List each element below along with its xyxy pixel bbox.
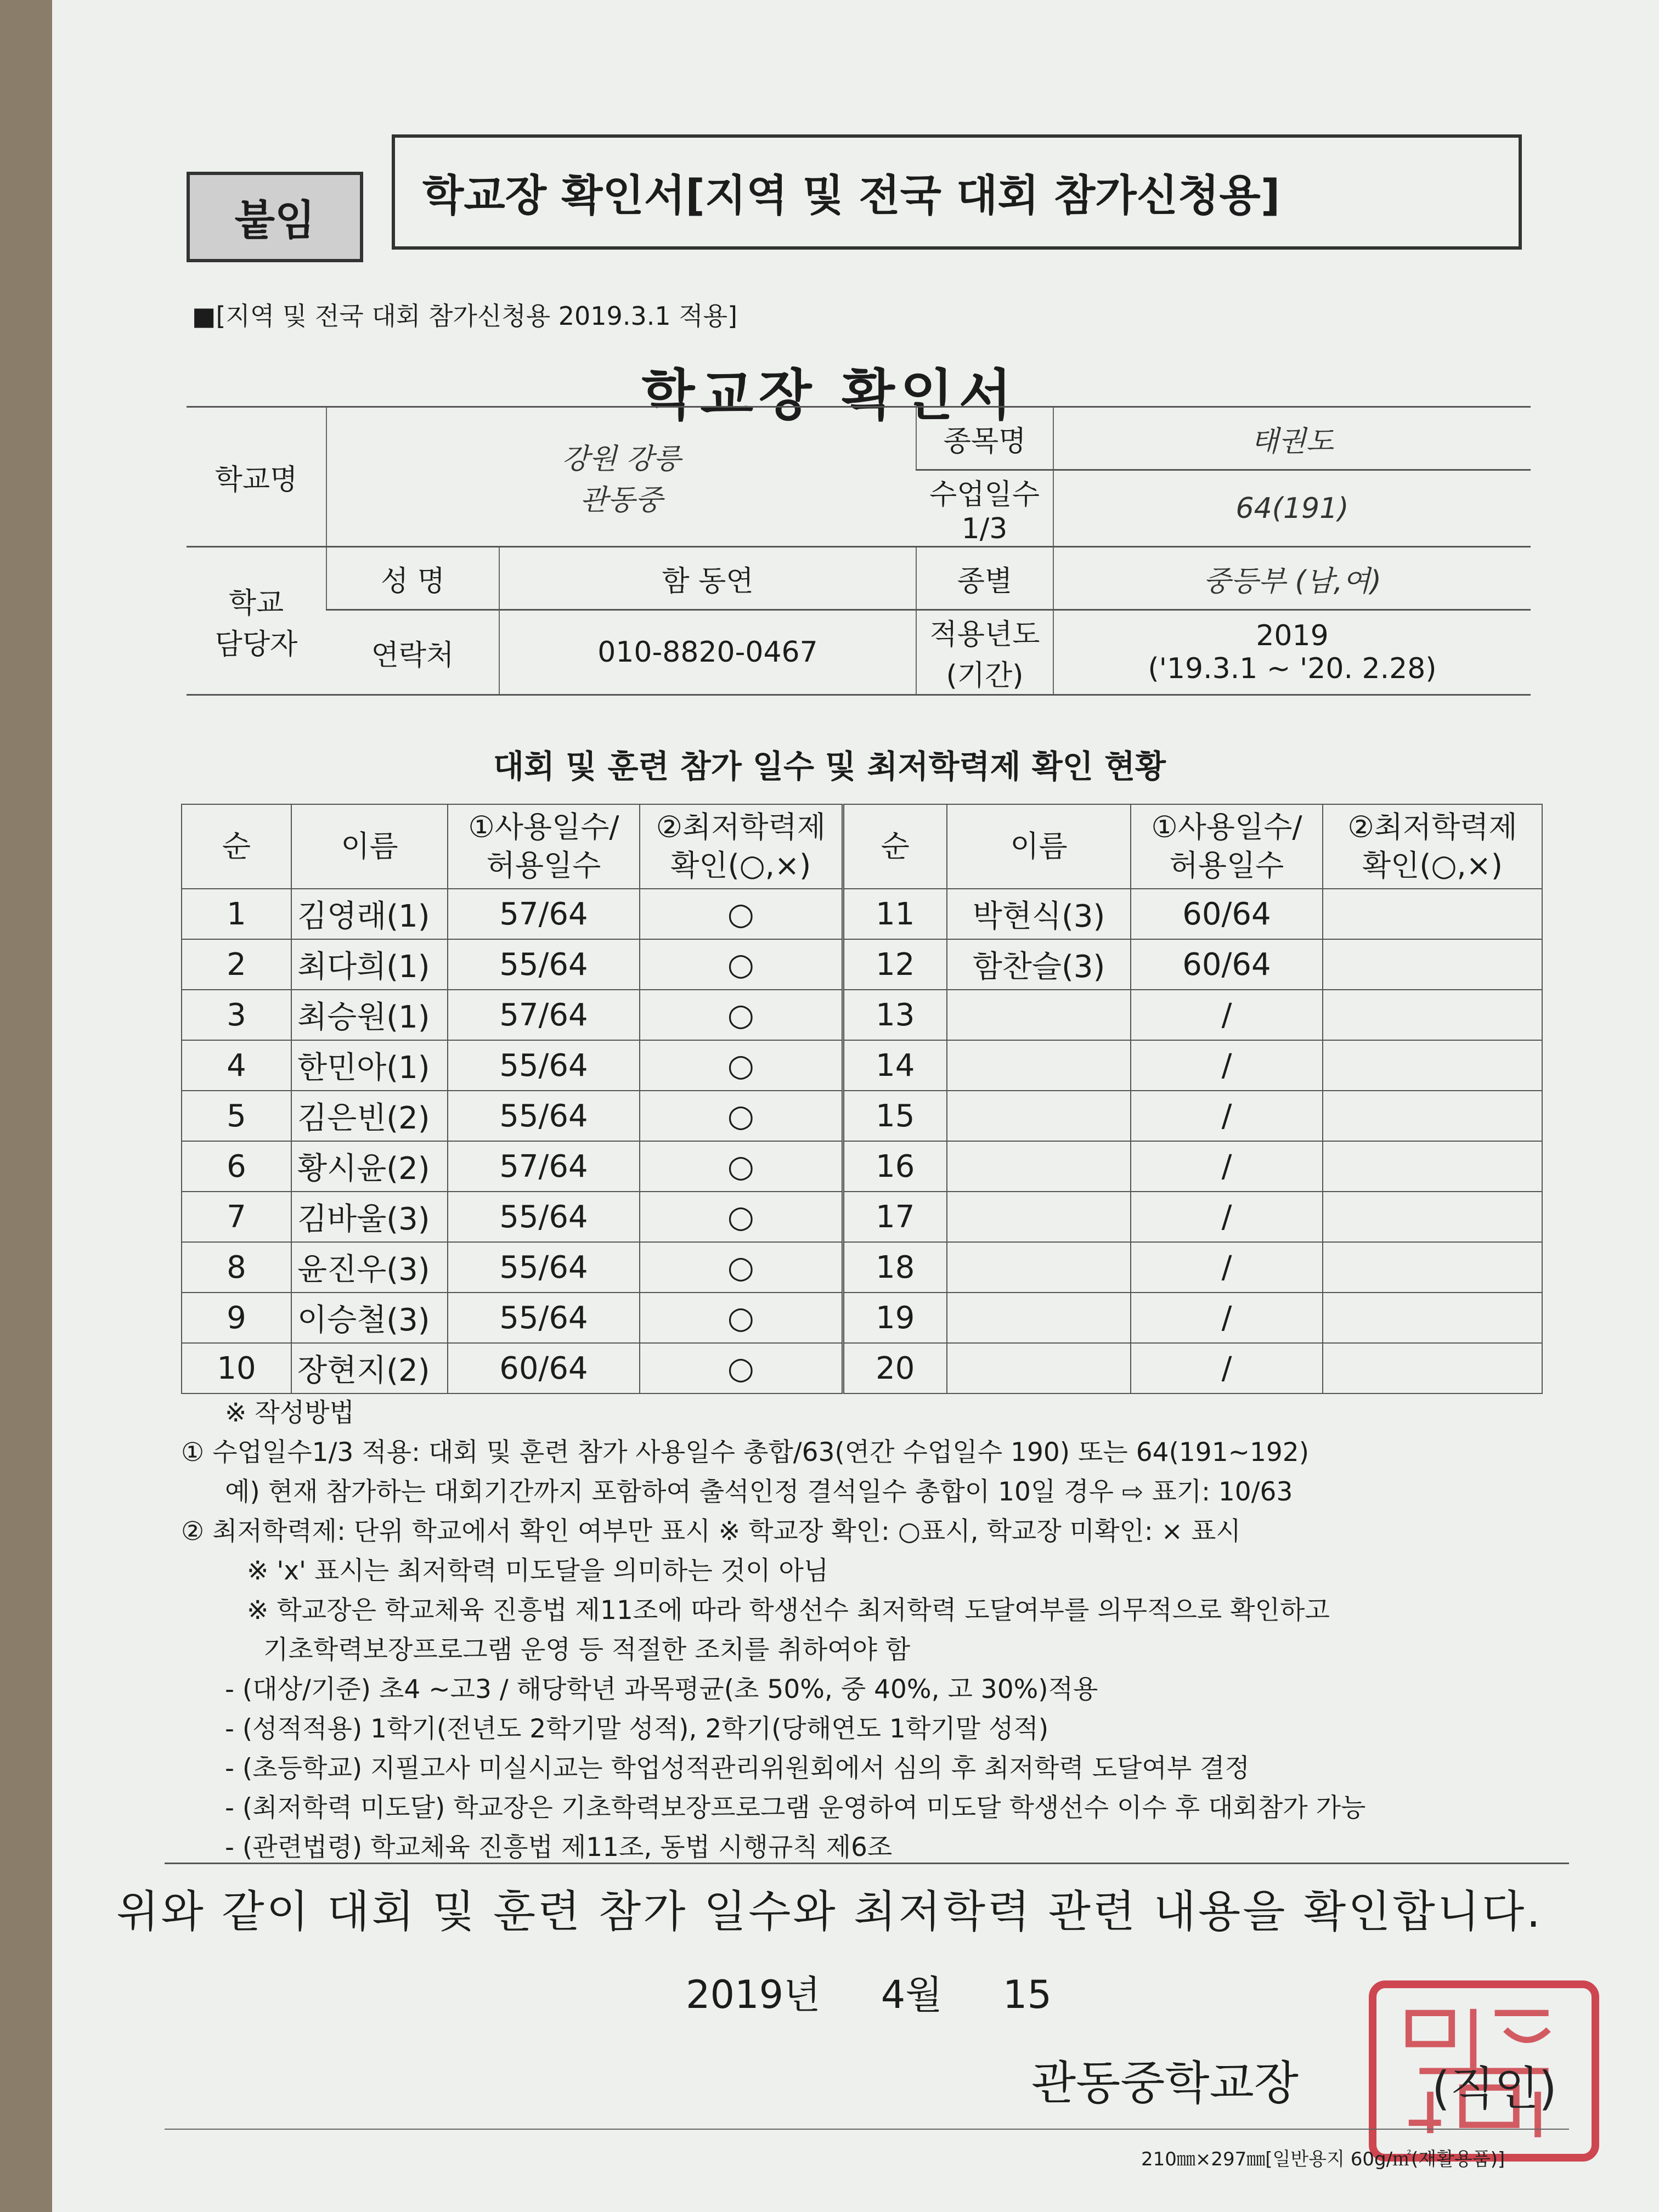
days-value: 64(191) [1053, 470, 1531, 547]
row-name: 이승철(3) [291, 1293, 448, 1343]
manager-label: 학교 담당자 [187, 547, 326, 695]
row-name: 김은빈(2) [291, 1091, 448, 1141]
header-no: 순 [843, 804, 947, 889]
method-line: 기초학력보장프로그램 운영 등 적절한 조치를 취하여야 함 [263, 1635, 911, 1665]
table-row [182, 990, 1542, 1040]
row-no: 4 [182, 1040, 291, 1091]
application-note: ■[지역 및 전국 대회 참가신청용 2019.3.1 적용] [192, 301, 738, 331]
row-check: ○ [640, 1343, 843, 1393]
method-line: ② 최저학력제: 단위 학교에서 확인 여부만 표시 ※ 학교장 확인: ○표시, 학교장 미확인: × 표시 [181, 1516, 1241, 1547]
row-check: ○ [640, 1242, 843, 1293]
row-name: 박현식(3) [947, 889, 1131, 939]
table-row [182, 1141, 1542, 1192]
row-name: 장현지(2) [291, 1343, 448, 1393]
row-no: 5 [182, 1091, 291, 1141]
method-line: ※ 'x' 표시는 최저학력 미도달을 의미하는 것이 아님 [247, 1556, 829, 1586]
row-check [1323, 889, 1542, 939]
row-check: ○ [640, 889, 843, 939]
section-title: 대회 및 훈련 참가 일수 및 최저학력제 확인 현황 [493, 748, 1166, 785]
row-days: / [1131, 1091, 1323, 1141]
writing-method [181, 1393, 1553, 1867]
row-no: 19 [843, 1293, 947, 1343]
table-row [182, 1192, 1542, 1242]
row-no: 11 [843, 889, 947, 939]
row-days: 57/64 [448, 990, 640, 1040]
row-name [947, 990, 1131, 1040]
method-line: - (성적적용) 1학기(전년도 2학기말 성적), 2학기(당해연도 1학기말 성적) [225, 1714, 1049, 1744]
days-label: 수업일수 1/3 [916, 470, 1053, 547]
row-no: 17 [843, 1192, 947, 1242]
header-name: 이름 [947, 804, 1131, 889]
row-name: 한민아(1) [291, 1040, 448, 1091]
method-line: ※ 학교장은 학교체육 진흥법 제11조에 따라 학생선수 최저학력 도달여부를 의무적으로 확인하고 [247, 1595, 1330, 1626]
row-name [947, 1293, 1131, 1343]
row-check: ○ [640, 1293, 843, 1343]
row-days: 60/64 [1131, 889, 1323, 939]
year-value: 2019 ('19.3.1 ~ '20. 2.28) [1053, 610, 1531, 695]
row-check [1323, 1192, 1542, 1242]
page-title: 학교장 확인서 [641, 363, 1018, 427]
paper-spec-footer: 210㎜×297㎜[일반용지 60g/㎡(재활용품)] [1141, 2148, 1505, 2170]
name-label: 성 명 [326, 547, 499, 610]
row-name [947, 1343, 1131, 1393]
row-name: 최다희(1) [291, 939, 448, 990]
row-days: 55/64 [448, 1091, 640, 1141]
table-row [182, 939, 1542, 990]
name-value: 함 동연 [499, 547, 916, 610]
row-days: 60/64 [448, 1343, 640, 1393]
row-days: 60/64 [1131, 939, 1323, 990]
row-name [947, 1192, 1131, 1242]
info-table [187, 406, 1531, 696]
signature-date: 2019년 4월 15 [686, 1972, 1052, 2017]
row-no: 9 [182, 1293, 291, 1343]
row-name: 함찬슬(3) [947, 939, 1131, 990]
school-label: 학교명 [187, 407, 326, 547]
contact-value: 010-8820-0467 [499, 610, 916, 695]
row-name: 윤진우(3) [291, 1242, 448, 1293]
row-check [1323, 990, 1542, 1040]
header-days: ①사용일수/ 허용일수 [1131, 804, 1323, 889]
row-no: 14 [843, 1040, 947, 1091]
row-check: ○ [640, 1040, 843, 1091]
row-no: 3 [182, 990, 291, 1040]
row-check: ○ [640, 939, 843, 990]
row-check [1323, 1141, 1542, 1192]
row-no: 13 [843, 990, 947, 1040]
row-days: 55/64 [448, 1192, 640, 1242]
sport-value: 태권도 [1053, 407, 1531, 470]
confirmation-text: 위와 같이 대회 및 훈련 참가 일수와 최저학력 관련 내용을 확인합니다. [116, 1886, 1543, 1937]
row-name: 최승원(1) [291, 990, 448, 1040]
header-check: ②최저학력제 확인(○,×) [1323, 804, 1542, 889]
row-check [1323, 939, 1542, 990]
method-line: - (최저학력 미도달) 학교장은 기초학력보장프로그램 운영하여 미도달 학생선수 이수 후 대회참가 가능 [225, 1793, 1366, 1823]
row-no: 10 [182, 1343, 291, 1393]
footer-divider [165, 2129, 1569, 2130]
row-check [1323, 1242, 1542, 1293]
row-no: 18 [843, 1242, 947, 1293]
row-days: 57/64 [448, 889, 640, 939]
category-value: 중등부 (남,여) [1053, 547, 1531, 610]
sport-label: 종목명 [916, 407, 1053, 470]
row-no: 8 [182, 1242, 291, 1293]
header-title: 학교장 확인서[지역 및 전국 대회 참가신청용] [392, 134, 1522, 250]
row-days: 55/64 [448, 1293, 640, 1343]
row-check: ○ [640, 1192, 843, 1242]
row-name [947, 1141, 1131, 1192]
category-label: 종별 [916, 547, 1053, 610]
row-name: 황시윤(2) [291, 1141, 448, 1192]
row-name [947, 1040, 1131, 1091]
divider [165, 1863, 1569, 1864]
row-days: 55/64 [448, 939, 640, 990]
table-row [182, 889, 1542, 939]
table-row [182, 1293, 1542, 1343]
table-row [182, 1242, 1542, 1293]
table-row [182, 1343, 1542, 1393]
header-check: ②최저학력제 확인(○,×) [640, 804, 843, 889]
row-days: / [1131, 1343, 1323, 1393]
row-no: 20 [843, 1343, 947, 1393]
row-check [1323, 1293, 1542, 1343]
row-name [947, 1091, 1131, 1141]
attachment-tag: 붙임 [187, 172, 363, 262]
row-check: ○ [640, 1091, 843, 1141]
row-no: 7 [182, 1192, 291, 1242]
method-line: - (대상/기준) 초4 ~고3 / 해당학년 과목평균(초 50%, 중 40%, 고 30%)적용 [225, 1674, 1098, 1705]
header-no: 순 [182, 804, 291, 889]
row-days: / [1131, 990, 1323, 1040]
row-name: 김바울(3) [291, 1192, 448, 1242]
row-days: 57/64 [448, 1141, 640, 1192]
row-check [1323, 1040, 1542, 1091]
row-check: ○ [640, 1141, 843, 1192]
method-line: 예) 현재 참가하는 대회기간까지 포함하여 출석인정 결석일수 총합이 10일 경우 ⇨ 표기: 10/63 [225, 1477, 1293, 1507]
row-check [1323, 1091, 1542, 1141]
year-label: 적용년도 (기간) [916, 610, 1053, 695]
method-line: - (초등학교) 지필고사 미실시교는 학업성적관리위원회에서 심의 후 최저학력 도달여부 결정 [225, 1753, 1250, 1784]
method-line: ① 수업일수1/3 적용: 대회 및 훈련 참가 사용일수 총합/63(연간 수업일수 190) 또는 64(191~192) [181, 1437, 1310, 1468]
contact-label: 연락처 [326, 610, 499, 695]
row-days: / [1131, 1242, 1323, 1293]
row-no: 12 [843, 939, 947, 990]
school-value: 강원 강릉 관동중 [326, 407, 916, 547]
row-check [1323, 1343, 1542, 1393]
method-title: ※ 작성방법 [225, 1398, 354, 1428]
row-days: / [1131, 1192, 1323, 1242]
participation-table [181, 804, 1543, 1394]
row-name [947, 1242, 1131, 1293]
row-days: 55/64 [448, 1040, 640, 1091]
principal-title: 관동중학교장 [1031, 2056, 1299, 2110]
row-no: 16 [843, 1141, 947, 1192]
row-days: / [1131, 1293, 1323, 1343]
row-days: 55/64 [448, 1242, 640, 1293]
table-row [182, 1040, 1542, 1091]
row-no: 2 [182, 939, 291, 990]
row-no: 1 [182, 889, 291, 939]
seal-label: (직인) [1432, 2062, 1557, 2115]
row-days: / [1131, 1141, 1323, 1192]
header-days: ①사용일수/ 허용일수 [448, 804, 640, 889]
row-name: 김영래(1) [291, 889, 448, 939]
method-line: - (관련법령) 학교체육 진흥법 제11조, 동법 시행규칙 제6조 [225, 1832, 893, 1863]
row-check: ○ [640, 990, 843, 1040]
row-no: 6 [182, 1141, 291, 1192]
row-days: / [1131, 1040, 1323, 1091]
table-row [182, 1091, 1542, 1141]
row-no: 15 [843, 1091, 947, 1141]
header-name: 이름 [291, 804, 448, 889]
